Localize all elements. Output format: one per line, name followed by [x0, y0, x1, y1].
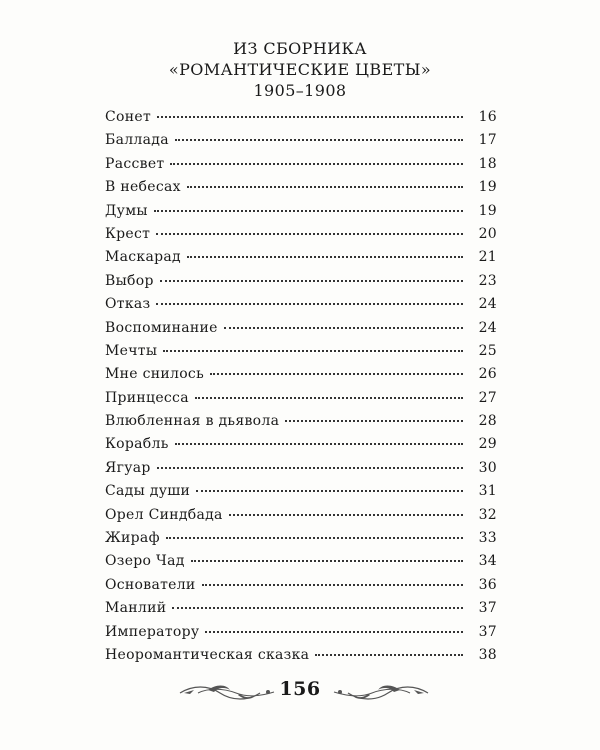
- toc-entry-page: 30: [478, 459, 497, 476]
- heading-line-title: «РОМАНТИЧЕСКИЕ ЦВЕТЫ»: [168, 60, 432, 79]
- toc-entry: [105, 553, 497, 576]
- dot-leader: [229, 513, 463, 516]
- toc-entry-page: 38: [478, 646, 497, 663]
- toc-entry-page: 32: [478, 506, 497, 523]
- toc-entry-title: Маскарад: [105, 249, 181, 266]
- dot-leader: [210, 372, 463, 375]
- toc-entry-page: 27: [478, 389, 497, 406]
- toc-entry-title: Жираф: [105, 530, 160, 547]
- dot-leader: [205, 630, 463, 633]
- toc-entry: [105, 203, 497, 226]
- dot-leader: [224, 326, 463, 329]
- toc-entry: [105, 132, 497, 155]
- dot-leader: [175, 442, 463, 445]
- toc-entry-title: Орел Синдбада: [105, 506, 223, 523]
- toc-entry: [105, 390, 497, 413]
- dot-leader: [285, 419, 463, 422]
- toc-entry-title: Крест: [105, 225, 151, 242]
- toc-entry-title: Отказ: [105, 296, 151, 313]
- toc-entry-page: 19: [478, 202, 497, 219]
- toc-entry-page: 18: [478, 155, 497, 172]
- toc-entry: [105, 343, 497, 366]
- toc-entry: [105, 320, 497, 343]
- toc-entry-title: Влюбленная в дьявола: [105, 413, 280, 430]
- toc-entry-title: Основатели: [105, 576, 196, 593]
- toc-entry-title: Принцесса: [105, 389, 189, 406]
- toc-entry: [105, 483, 497, 506]
- toc-entry-title: Корабль: [105, 436, 169, 453]
- toc-entry-page: 36: [478, 576, 497, 593]
- toc-entry-title: Сады души: [105, 483, 191, 500]
- dot-leader: [160, 279, 463, 282]
- toc-entry-title: Выбор: [105, 272, 154, 289]
- heading-line-years: 1905–1908: [253, 81, 347, 100]
- toc-entry: [105, 436, 497, 459]
- dot-leader: [154, 209, 463, 212]
- toc-entry: [105, 507, 497, 530]
- toc-entry: [105, 460, 497, 483]
- toc-entry-page: 28: [478, 413, 497, 430]
- dot-leader: [163, 349, 463, 352]
- toc-entry: [105, 179, 497, 202]
- toc-entry-page: 23: [478, 272, 497, 289]
- toc-entry-page: 21: [478, 249, 497, 266]
- toc-entry-page: 34: [478, 553, 497, 570]
- dot-leader: [187, 185, 463, 188]
- toc-entry-page: 33: [478, 530, 497, 547]
- toc-entry-page: 16: [478, 109, 497, 125]
- toc-entry-page: 24: [478, 296, 497, 313]
- toc-entry: [105, 600, 497, 623]
- table-of-contents: [105, 109, 497, 670]
- toc-entry: [105, 624, 497, 647]
- dot-leader: [166, 536, 463, 539]
- toc-entry: [105, 156, 497, 179]
- toc-entry-page: 37: [478, 623, 497, 640]
- toc-entry-title: Мне снилось: [105, 366, 204, 383]
- toc-entry: [105, 647, 497, 670]
- toc-entry-title: Мечты: [105, 342, 158, 359]
- toc-entry-page: 26: [478, 366, 497, 383]
- page-number: 156: [279, 678, 321, 700]
- heading-line-collection: ИЗ СБОРНИКА: [233, 39, 367, 58]
- toc-entry: [105, 413, 497, 436]
- toc-entry: [105, 577, 497, 600]
- dot-leader: [156, 302, 463, 305]
- toc-entry-page: 24: [478, 319, 497, 336]
- toc-entry-title: Рассвет: [105, 155, 165, 172]
- toc-entry-page: 17: [478, 132, 497, 149]
- toc-entry-page: 19: [478, 179, 497, 196]
- dot-leader: [156, 232, 463, 235]
- toc-entry-title: Воспоминание: [105, 319, 218, 336]
- toc-entry-title: Думы: [105, 202, 148, 219]
- toc-entry-page: 31: [478, 483, 497, 500]
- toc-entry: [105, 273, 497, 296]
- toc-entry: [105, 109, 497, 132]
- toc-entry-page: 37: [478, 600, 497, 617]
- dot-leader: [315, 653, 463, 656]
- flourish-right-icon: [330, 682, 430, 704]
- toc-entry-title: В небесах: [105, 179, 181, 196]
- dot-leader: [157, 466, 463, 469]
- page-footer: [0, 678, 600, 718]
- dot-leader: [157, 115, 463, 118]
- dot-leader: [187, 255, 463, 258]
- toc-entry-page: 25: [478, 342, 497, 359]
- dot-leader: [202, 583, 463, 586]
- flourish-left-icon: [178, 682, 278, 704]
- toc-entry: [105, 226, 497, 249]
- toc-entry-title: Баллада: [105, 132, 169, 149]
- toc-entry-title: Неоромантическая сказка: [105, 646, 310, 663]
- section-heading: [0, 38, 600, 101]
- toc-entry-title: Манлий: [105, 600, 167, 617]
- toc-entry: [105, 296, 497, 319]
- toc-entry-page: 29: [478, 436, 497, 453]
- toc-entry-title: Озеро Чад: [105, 553, 185, 570]
- dot-leader: [191, 559, 463, 562]
- toc-entry: [105, 249, 497, 272]
- toc-entry-title: Императору: [105, 623, 200, 640]
- dot-leader: [175, 138, 463, 141]
- dot-leader: [195, 396, 463, 399]
- dot-leader: [196, 489, 463, 492]
- toc-entry-title: Сонет: [105, 109, 152, 125]
- dot-leader: [172, 606, 463, 609]
- toc-entry-page: 20: [478, 225, 497, 242]
- dot-leader: [170, 162, 463, 165]
- toc-entry: [105, 366, 497, 389]
- toc-entry: [105, 530, 497, 553]
- toc-entry-title: Ягуар: [105, 459, 151, 476]
